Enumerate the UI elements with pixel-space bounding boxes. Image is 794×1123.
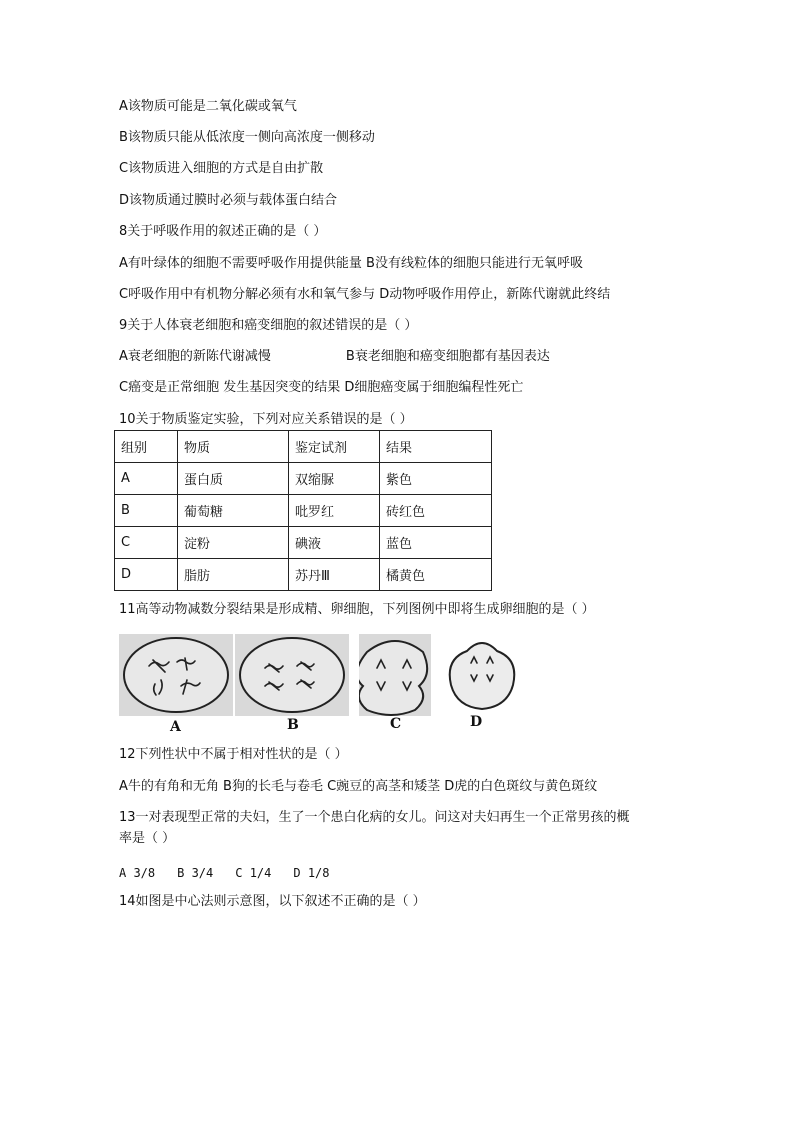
q9-option-b: B衰老细胞和癌变细胞都有基因表达	[345, 349, 550, 364]
figure-label-d: D	[470, 714, 483, 730]
table-cell: A	[115, 463, 178, 495]
q13-option-c: C 1/4	[235, 866, 272, 880]
table-header-cell: 结果	[380, 431, 492, 463]
table-cell: B	[115, 495, 178, 527]
q7-option-a: A该物质可能是二氧化碳或氧气	[119, 99, 297, 114]
cell-a-drawing	[119, 634, 233, 716]
figure-label-c: C	[390, 716, 402, 732]
q7-option-c: C该物质进入细胞的方式是自由扩散	[119, 161, 324, 176]
q9-option-a: A衰老细胞的新陈代谢减慢	[119, 349, 271, 364]
q11-stem: 11高等动物减数分裂结果是形成精、卵细胞，下列图例中即将生成卵细胞的是（ ）	[119, 602, 595, 617]
table-row	[115, 495, 492, 527]
table-cell: C	[115, 527, 178, 559]
table-cell: 蛋白质	[178, 463, 289, 495]
q13-option-d: D 1/8	[293, 866, 330, 880]
table-header-cell: 组别	[115, 431, 178, 463]
q8-options-ab: A有叶绿体的细胞不需要呼吸作用提供能量 B没有线粒体的细胞只能进行无氧呼吸	[119, 256, 583, 271]
table-cell: 橘黄色	[380, 559, 492, 591]
q13-stem-line2: 率是（ ）	[119, 831, 176, 846]
q7-option-b: B该物质只能从低浓度一侧向高浓度一侧移动	[119, 130, 375, 145]
q13-option-b: B 3/4	[177, 866, 214, 880]
cell-c-drawing	[359, 634, 431, 716]
table-cell: D	[115, 559, 178, 591]
q7-option-d: D该物质通过膜时必须与载体蛋白结合	[119, 193, 338, 208]
q9-options-cd: C癌变是正常细胞 发生基因突变的结果 D细胞癌变属于细胞编程性死亡	[119, 380, 524, 395]
cell-figure-d	[443, 637, 521, 713]
table-row	[115, 559, 492, 591]
table-cell: 紫色	[380, 463, 492, 495]
q8-stem: 8关于呼吸作用的叙述正确的是（ ）	[119, 224, 327, 239]
table-cell: 砖红色	[380, 495, 492, 527]
figure-label-b: B	[287, 717, 299, 733]
table-header-cell: 物质	[178, 431, 289, 463]
table-row	[115, 527, 492, 559]
table-row	[115, 463, 492, 495]
q12-stem: 12下列性状中不属于相对性状的是（ ）	[119, 747, 348, 762]
q8-options-cd: C呼吸作用中有机物分解必须有水和氧气参与 D动物呼吸作用停止，新陈代谢就此终结	[119, 287, 611, 302]
table-cell: 吡罗红	[289, 495, 380, 527]
table-cell: 蓝色	[380, 527, 492, 559]
cell-b-drawing	[235, 634, 349, 716]
q13-stem-line1: 13一对表现型正常的夫妇，生了一个患白化病的女儿。问这对夫妇再生一个正常男孩的概	[119, 810, 630, 825]
q14-stem: 14如图是中心法则示意图，以下叙述不正确的是（ ）	[119, 894, 426, 909]
q9-options-ab	[119, 348, 550, 366]
table-cell: 淀粉	[178, 527, 289, 559]
table-header-row	[115, 431, 492, 463]
q10-stem: 10关于物质鉴定实验，下列对应关系错误的是（ ）	[119, 412, 413, 427]
q12-options: A牛的有角和无角 B狗的长毛与卷毛 C豌豆的高茎和矮茎 D虎的白色斑纹与黄色斑纹	[119, 779, 598, 794]
figure-label-a: A	[170, 719, 181, 735]
cell-d-drawing	[443, 637, 521, 713]
table-cell: 碘液	[289, 527, 380, 559]
table-cell: 脂肪	[178, 559, 289, 591]
cell-figure-c	[359, 634, 431, 716]
table-cell: 双缩脲	[289, 463, 380, 495]
cell-figure-a	[119, 634, 233, 716]
q10-table	[114, 430, 492, 591]
table-cell: 苏丹Ⅲ	[289, 559, 380, 591]
q9-stem: 9关于人体衰老细胞和癌变细胞的叙述错误的是（ ）	[119, 318, 418, 333]
table-header-cell: 鉴定试剂	[289, 431, 380, 463]
q13-options	[119, 864, 352, 882]
cell-figure-b	[235, 634, 349, 716]
q13-option-a: A 3/8	[119, 866, 156, 880]
table-cell: 葡萄糖	[178, 495, 289, 527]
